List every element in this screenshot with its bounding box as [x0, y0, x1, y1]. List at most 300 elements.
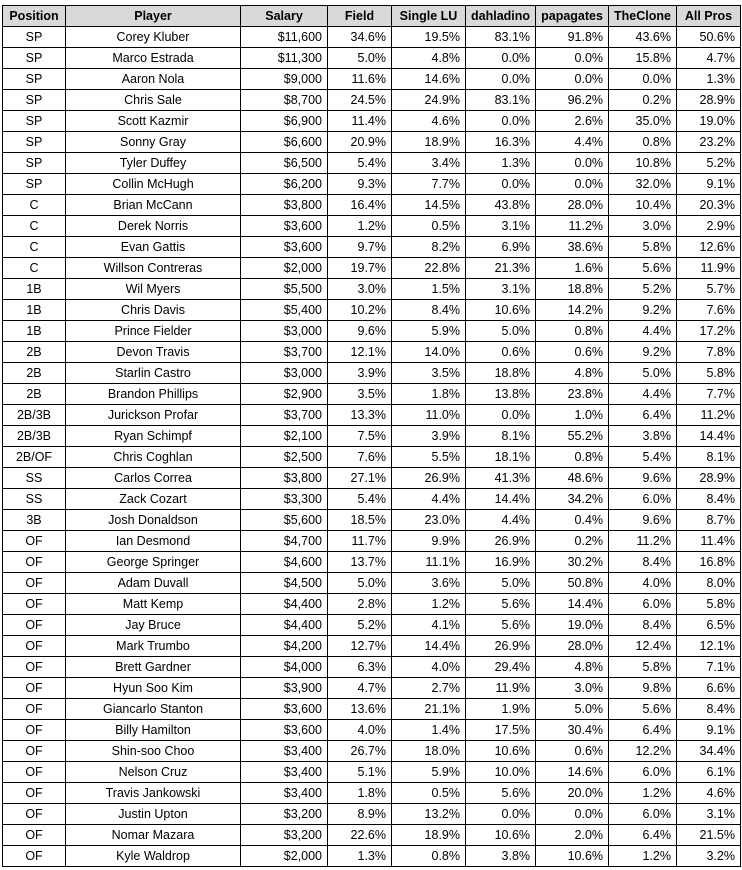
field-cell: 19.7%	[328, 258, 392, 279]
dahladino-cell: 10.6%	[466, 300, 536, 321]
theclone-cell: 0.0%	[609, 69, 677, 90]
player-cell: Aaron Nola	[66, 69, 241, 90]
all-pros-cell: 14.4%	[676, 426, 740, 447]
theclone-cell: 1.2%	[609, 783, 677, 804]
salary-cell: $4,400	[241, 615, 328, 636]
single-lu-cell: 23.0%	[392, 510, 466, 531]
field-cell: 3.9%	[328, 363, 392, 384]
table-row	[3, 468, 741, 489]
papagates-cell: 28.0%	[536, 636, 609, 657]
player-cell: Scott Kazmir	[66, 111, 241, 132]
papagates-cell: 4.8%	[536, 657, 609, 678]
all-pros-cell: 50.6%	[676, 27, 740, 48]
field-cell: 11.6%	[328, 69, 392, 90]
papagates-cell: 11.2%	[536, 216, 609, 237]
field-cell: 5.4%	[328, 153, 392, 174]
single-lu-cell: 7.7%	[392, 174, 466, 195]
position-cell: 2B/OF	[3, 447, 66, 468]
table-row	[3, 846, 741, 867]
position-cell: OF	[3, 699, 66, 720]
theclone-cell: 9.6%	[609, 510, 677, 531]
salary-cell: $3,800	[241, 195, 328, 216]
dahladino-cell: 0.0%	[466, 405, 536, 426]
salary-cell: $2,900	[241, 384, 328, 405]
position-cell: 2B	[3, 384, 66, 405]
field-cell: 4.7%	[328, 678, 392, 699]
single-lu-cell: 4.1%	[392, 615, 466, 636]
papagates-cell: 19.0%	[536, 615, 609, 636]
single-lu-cell: 1.8%	[392, 384, 466, 405]
player-cell: Travis Jankowski	[66, 783, 241, 804]
player-cell: Carlos Correa	[66, 468, 241, 489]
player-cell: Willson Contreras	[66, 258, 241, 279]
position-cell: SP	[3, 27, 66, 48]
papagates-cell: 50.8%	[536, 573, 609, 594]
field-cell: 11.7%	[328, 531, 392, 552]
salary-cell: $4,700	[241, 531, 328, 552]
player-cell: Chris Coghlan	[66, 447, 241, 468]
theclone-cell: 0.8%	[609, 132, 677, 153]
papagates-cell: 96.2%	[536, 90, 609, 111]
theclone-cell: 4.4%	[609, 321, 677, 342]
all-pros-cell: 4.6%	[676, 783, 740, 804]
papagates-cell: 10.6%	[536, 846, 609, 867]
salary-cell: $8,700	[241, 90, 328, 111]
header-position: Position	[3, 6, 66, 27]
theclone-cell: 35.0%	[609, 111, 677, 132]
table-row	[3, 531, 741, 552]
position-cell: OF	[3, 783, 66, 804]
field-cell: 5.0%	[328, 573, 392, 594]
theclone-cell: 5.4%	[609, 447, 677, 468]
all-pros-cell: 8.4%	[676, 699, 740, 720]
player-cell: Chris Sale	[66, 90, 241, 111]
position-cell: SP	[3, 69, 66, 90]
single-lu-cell: 18.0%	[392, 741, 466, 762]
papagates-cell: 5.0%	[536, 699, 609, 720]
all-pros-cell: 6.1%	[676, 762, 740, 783]
theclone-cell: 5.2%	[609, 279, 677, 300]
field-cell: 9.7%	[328, 237, 392, 258]
papagates-cell: 0.4%	[536, 510, 609, 531]
single-lu-cell: 4.8%	[392, 48, 466, 69]
player-cell: Prince Fielder	[66, 321, 241, 342]
player-cell: Wil Myers	[66, 279, 241, 300]
single-lu-cell: 1.5%	[392, 279, 466, 300]
position-cell: 2B/3B	[3, 405, 66, 426]
all-pros-cell: 8.4%	[676, 489, 740, 510]
table-row	[3, 384, 741, 405]
all-pros-cell: 7.7%	[676, 384, 740, 405]
dahladino-cell: 3.1%	[466, 279, 536, 300]
papagates-cell: 34.2%	[536, 489, 609, 510]
table-row	[3, 258, 741, 279]
position-cell: C	[3, 237, 66, 258]
ownership-table	[2, 5, 741, 867]
dahladino-cell: 5.6%	[466, 615, 536, 636]
single-lu-cell: 11.1%	[392, 552, 466, 573]
dahladino-cell: 41.3%	[466, 468, 536, 489]
salary-cell: $11,300	[241, 48, 328, 69]
salary-cell: $4,500	[241, 573, 328, 594]
all-pros-cell: 5.7%	[676, 279, 740, 300]
single-lu-cell: 14.6%	[392, 69, 466, 90]
player-cell: Starlin Castro	[66, 363, 241, 384]
salary-cell: $3,400	[241, 783, 328, 804]
header-row	[3, 6, 741, 27]
all-pros-cell: 17.2%	[676, 321, 740, 342]
player-cell: Brett Gardner	[66, 657, 241, 678]
papagates-cell: 28.0%	[536, 195, 609, 216]
table-row	[3, 699, 741, 720]
theclone-cell: 8.4%	[609, 552, 677, 573]
dahladino-cell: 83.1%	[466, 90, 536, 111]
dahladino-cell: 0.0%	[466, 69, 536, 90]
table-row	[3, 594, 741, 615]
single-lu-cell: 13.2%	[392, 804, 466, 825]
salary-cell: $3,400	[241, 741, 328, 762]
field-cell: 1.2%	[328, 216, 392, 237]
player-cell: Shin-soo Choo	[66, 741, 241, 762]
salary-cell: $5,500	[241, 279, 328, 300]
field-cell: 26.7%	[328, 741, 392, 762]
all-pros-cell: 11.2%	[676, 405, 740, 426]
position-cell: C	[3, 216, 66, 237]
all-pros-cell: 9.1%	[676, 174, 740, 195]
player-cell: Billy Hamilton	[66, 720, 241, 741]
theclone-cell: 9.2%	[609, 342, 677, 363]
field-cell: 12.1%	[328, 342, 392, 363]
theclone-cell: 5.6%	[609, 258, 677, 279]
table-header	[3, 6, 741, 27]
salary-cell: $6,200	[241, 174, 328, 195]
position-cell: SP	[3, 48, 66, 69]
papagates-cell: 18.8%	[536, 279, 609, 300]
header-papagates: papagates	[536, 6, 609, 27]
dahladino-cell: 10.6%	[466, 741, 536, 762]
dahladino-cell: 18.8%	[466, 363, 536, 384]
salary-cell: $2,500	[241, 447, 328, 468]
header-player: Player	[66, 6, 241, 27]
position-cell: 2B	[3, 363, 66, 384]
papagates-cell: 2.6%	[536, 111, 609, 132]
salary-cell: $6,500	[241, 153, 328, 174]
field-cell: 3.0%	[328, 279, 392, 300]
all-pros-cell: 16.8%	[676, 552, 740, 573]
table-row	[3, 447, 741, 468]
dahladino-cell: 21.3%	[466, 258, 536, 279]
dahladino-cell: 0.0%	[466, 174, 536, 195]
salary-cell: $3,400	[241, 762, 328, 783]
salary-cell: $3,300	[241, 489, 328, 510]
player-cell: Tyler Duffey	[66, 153, 241, 174]
theclone-cell: 6.4%	[609, 405, 677, 426]
dahladino-cell: 11.9%	[466, 678, 536, 699]
player-cell: George Springer	[66, 552, 241, 573]
salary-cell: $4,200	[241, 636, 328, 657]
dahladino-cell: 43.8%	[466, 195, 536, 216]
table-row	[3, 342, 741, 363]
theclone-cell: 5.0%	[609, 363, 677, 384]
single-lu-cell: 5.5%	[392, 447, 466, 468]
salary-cell: $3,700	[241, 342, 328, 363]
table-row	[3, 27, 741, 48]
salary-cell: $3,600	[241, 216, 328, 237]
field-cell: 13.7%	[328, 552, 392, 573]
single-lu-cell: 9.9%	[392, 531, 466, 552]
salary-cell: $4,000	[241, 657, 328, 678]
papagates-cell: 14.4%	[536, 594, 609, 615]
salary-cell: $3,200	[241, 825, 328, 846]
all-pros-cell: 11.4%	[676, 531, 740, 552]
table-row	[3, 825, 741, 846]
all-pros-cell: 12.1%	[676, 636, 740, 657]
table-row	[3, 321, 741, 342]
all-pros-cell: 23.2%	[676, 132, 740, 153]
position-cell: C	[3, 195, 66, 216]
theclone-cell: 32.0%	[609, 174, 677, 195]
papagates-cell: 48.6%	[536, 468, 609, 489]
position-cell: SP	[3, 111, 66, 132]
salary-cell: $3,200	[241, 804, 328, 825]
all-pros-cell: 28.9%	[676, 468, 740, 489]
header-all-pros: All Pros	[676, 6, 740, 27]
papagates-cell: 4.8%	[536, 363, 609, 384]
salary-cell: $3,000	[241, 321, 328, 342]
all-pros-cell: 9.1%	[676, 720, 740, 741]
table-row	[3, 720, 741, 741]
table-row	[3, 90, 741, 111]
all-pros-cell: 34.4%	[676, 741, 740, 762]
papagates-cell: 30.2%	[536, 552, 609, 573]
all-pros-cell: 6.6%	[676, 678, 740, 699]
papagates-cell: 0.0%	[536, 804, 609, 825]
table-row	[3, 111, 741, 132]
position-cell: OF	[3, 741, 66, 762]
salary-cell: $3,600	[241, 720, 328, 741]
field-cell: 5.4%	[328, 489, 392, 510]
player-cell: Corey Kluber	[66, 27, 241, 48]
field-cell: 34.6%	[328, 27, 392, 48]
papagates-cell: 0.0%	[536, 69, 609, 90]
all-pros-cell: 8.1%	[676, 447, 740, 468]
field-cell: 4.0%	[328, 720, 392, 741]
dahladino-cell: 18.1%	[466, 447, 536, 468]
dahladino-cell: 0.6%	[466, 342, 536, 363]
single-lu-cell: 19.5%	[392, 27, 466, 48]
theclone-cell: 5.6%	[609, 699, 677, 720]
field-cell: 7.5%	[328, 426, 392, 447]
player-cell: Nelson Cruz	[66, 762, 241, 783]
papagates-cell: 55.2%	[536, 426, 609, 447]
dahladino-cell: 3.8%	[466, 846, 536, 867]
all-pros-cell: 19.0%	[676, 111, 740, 132]
field-cell: 9.6%	[328, 321, 392, 342]
position-cell: OF	[3, 846, 66, 867]
header-field: Field	[328, 6, 392, 27]
all-pros-cell: 11.9%	[676, 258, 740, 279]
field-cell: 20.9%	[328, 132, 392, 153]
dahladino-cell: 0.0%	[466, 48, 536, 69]
theclone-cell: 3.0%	[609, 216, 677, 237]
dahladino-cell: 5.6%	[466, 594, 536, 615]
dahladino-cell: 5.0%	[466, 321, 536, 342]
field-cell: 6.3%	[328, 657, 392, 678]
player-cell: Jay Bruce	[66, 615, 241, 636]
table-row	[3, 174, 741, 195]
single-lu-cell: 3.5%	[392, 363, 466, 384]
position-cell: C	[3, 258, 66, 279]
dahladino-cell: 10.0%	[466, 762, 536, 783]
single-lu-cell: 14.5%	[392, 195, 466, 216]
table-row	[3, 363, 741, 384]
papagates-cell: 0.8%	[536, 321, 609, 342]
field-cell: 9.3%	[328, 174, 392, 195]
position-cell: OF	[3, 594, 66, 615]
papagates-cell: 91.8%	[536, 27, 609, 48]
position-cell: 2B	[3, 342, 66, 363]
papagates-cell: 0.8%	[536, 447, 609, 468]
dahladino-cell: 17.5%	[466, 720, 536, 741]
single-lu-cell: 4.6%	[392, 111, 466, 132]
theclone-cell: 15.8%	[609, 48, 677, 69]
table-row	[3, 153, 741, 174]
position-cell: 1B	[3, 321, 66, 342]
papagates-cell: 0.0%	[536, 48, 609, 69]
theclone-cell: 9.6%	[609, 468, 677, 489]
salary-cell: $2,000	[241, 258, 328, 279]
single-lu-cell: 1.2%	[392, 594, 466, 615]
player-cell: Adam Duvall	[66, 573, 241, 594]
theclone-cell: 12.4%	[609, 636, 677, 657]
all-pros-cell: 12.6%	[676, 237, 740, 258]
theclone-cell: 1.2%	[609, 846, 677, 867]
field-cell: 5.2%	[328, 615, 392, 636]
field-cell: 10.2%	[328, 300, 392, 321]
position-cell: SP	[3, 174, 66, 195]
salary-cell: $3,600	[241, 699, 328, 720]
position-cell: SS	[3, 468, 66, 489]
position-cell: SS	[3, 489, 66, 510]
all-pros-cell: 3.2%	[676, 846, 740, 867]
table-row	[3, 615, 741, 636]
theclone-cell: 4.4%	[609, 384, 677, 405]
dahladino-cell: 0.0%	[466, 804, 536, 825]
position-cell: 3B	[3, 510, 66, 531]
theclone-cell: 43.6%	[609, 27, 677, 48]
single-lu-cell: 8.2%	[392, 237, 466, 258]
papagates-cell: 14.6%	[536, 762, 609, 783]
theclone-cell: 6.0%	[609, 804, 677, 825]
papagates-cell: 0.6%	[536, 342, 609, 363]
theclone-cell: 10.4%	[609, 195, 677, 216]
table-row	[3, 552, 741, 573]
player-cell: Derek Norris	[66, 216, 241, 237]
single-lu-cell: 14.4%	[392, 636, 466, 657]
single-lu-cell: 3.4%	[392, 153, 466, 174]
dahladino-cell: 29.4%	[466, 657, 536, 678]
theclone-cell: 3.8%	[609, 426, 677, 447]
table-row	[3, 510, 741, 531]
all-pros-cell: 5.2%	[676, 153, 740, 174]
single-lu-cell: 8.4%	[392, 300, 466, 321]
position-cell: OF	[3, 804, 66, 825]
position-cell: 2B/3B	[3, 426, 66, 447]
table-row	[3, 762, 741, 783]
player-cell: Ian Desmond	[66, 531, 241, 552]
dahladino-cell: 8.1%	[466, 426, 536, 447]
player-cell: Marco Estrada	[66, 48, 241, 69]
single-lu-cell: 0.5%	[392, 783, 466, 804]
salary-cell: $6,600	[241, 132, 328, 153]
header-single-lu: Single LU	[392, 6, 466, 27]
field-cell: 13.3%	[328, 405, 392, 426]
papagates-cell: 4.4%	[536, 132, 609, 153]
header-salary: Salary	[241, 6, 328, 27]
all-pros-cell: 1.3%	[676, 69, 740, 90]
all-pros-cell: 3.1%	[676, 804, 740, 825]
salary-cell: $3,800	[241, 468, 328, 489]
table-row	[3, 741, 741, 762]
salary-cell: $2,100	[241, 426, 328, 447]
salary-cell: $3,700	[241, 405, 328, 426]
field-cell: 24.5%	[328, 90, 392, 111]
dahladino-cell: 4.4%	[466, 510, 536, 531]
position-cell: OF	[3, 552, 66, 573]
all-pros-cell: 7.6%	[676, 300, 740, 321]
salary-cell: $5,600	[241, 510, 328, 531]
player-cell: Chris Davis	[66, 300, 241, 321]
papagates-cell: 2.0%	[536, 825, 609, 846]
table-row	[3, 132, 741, 153]
theclone-cell: 8.4%	[609, 615, 677, 636]
field-cell: 8.9%	[328, 804, 392, 825]
player-cell: Sonny Gray	[66, 132, 241, 153]
papagates-cell: 3.0%	[536, 678, 609, 699]
dahladino-cell: 5.0%	[466, 573, 536, 594]
dahladino-cell: 6.9%	[466, 237, 536, 258]
theclone-cell: 4.0%	[609, 573, 677, 594]
field-cell: 18.5%	[328, 510, 392, 531]
salary-cell: $4,600	[241, 552, 328, 573]
position-cell: SP	[3, 132, 66, 153]
papagates-cell: 38.6%	[536, 237, 609, 258]
salary-cell: $6,900	[241, 111, 328, 132]
field-cell: 11.4%	[328, 111, 392, 132]
all-pros-cell: 6.5%	[676, 615, 740, 636]
position-cell: SP	[3, 153, 66, 174]
position-cell: SP	[3, 90, 66, 111]
salary-cell: $11,600	[241, 27, 328, 48]
papagates-cell: 14.2%	[536, 300, 609, 321]
position-cell: OF	[3, 762, 66, 783]
dahladino-cell: 26.9%	[466, 636, 536, 657]
position-cell: OF	[3, 720, 66, 741]
header-theclone: TheClone	[609, 6, 677, 27]
papagates-cell: 0.2%	[536, 531, 609, 552]
salary-cell: $3,000	[241, 363, 328, 384]
single-lu-cell: 21.1%	[392, 699, 466, 720]
header-dahladino: dahladino	[466, 6, 536, 27]
player-cell: Nomar Mazara	[66, 825, 241, 846]
all-pros-cell: 20.3%	[676, 195, 740, 216]
all-pros-cell: 7.8%	[676, 342, 740, 363]
papagates-cell: 30.4%	[536, 720, 609, 741]
table-row	[3, 804, 741, 825]
table-row	[3, 195, 741, 216]
single-lu-cell: 26.9%	[392, 468, 466, 489]
player-cell: Ryan Schimpf	[66, 426, 241, 447]
